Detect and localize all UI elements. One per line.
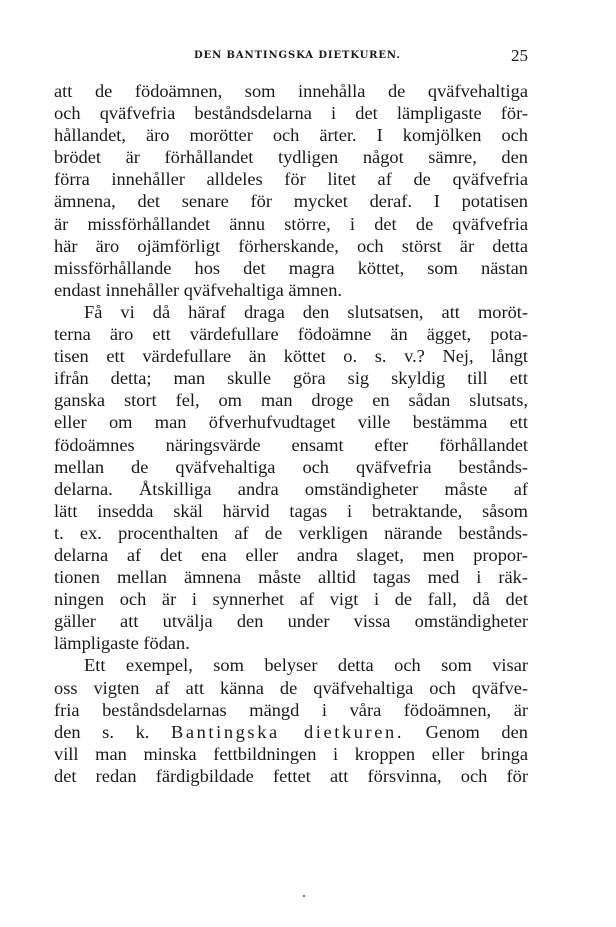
paragraph-end-line: lämpligaste födan. [54,633,190,654]
text-line: mellan de qväfvehaltiga och qväfvefria bestånds- [54,456,528,477]
text-line: vill man minska fettbildningen i kroppen eller bringa [54,743,528,764]
text-line: oss vigten af att känna de qväfvehaltiga och qväfve- [54,677,528,698]
text-line: terna äro ett värdefullare födoämne än ägget, pota- [54,324,528,345]
paragraph-end-line: endast innehåller qväfvehaltiga ämnen. [54,279,343,300]
text-line: brödet är förhållandet tydligen något sämre, den [54,147,528,168]
text-line: är missförhållandet ännu större, i det de qväfvefria [54,213,528,234]
body-text [54,80,528,787]
text-line: ganska stort fel, om man droge en sådan slutsats, [54,390,528,411]
text-line: fria beståndsdelarnas mängd i våra födoämnen, är [54,699,528,720]
text-line-with-spaced-title [54,721,528,743]
text-line: ningen och är i synnerhet af vigt i de fall, då det [54,589,528,610]
running-title: DEN BANTINGSKA DIETKUREN. [194,50,401,61]
text-line: delarna. Åtskilliga andra omständigheter måste af [54,478,528,499]
text-line: födoämnes näringsvärde ensamt efter förhållandet [54,434,528,455]
paragraph-start-line: Ett exempel, som belyser detta och som visar [84,655,528,676]
text-line: ämnena, det senare för mycket deraf. I potatisen [54,191,528,212]
text-line: eller om man öfverhufvudtaget ville bestämma ett [54,412,528,433]
line-before-title: den s. k. [54,721,171,742]
text-line: och qväfvefria beståndsdelarna i det lämpligaste för- [54,103,528,124]
paragraph-start-line: Få vi då häraf draga den slutsatsen, att moröt- [84,301,528,322]
spaced-title: Bantingska dietkuren. [171,721,405,742]
page-speck [303,895,305,897]
line-after-title: Genom den [404,721,528,742]
text-line: hållandet, äro morötter och ärter. I komjölken och [54,125,528,146]
text-line: t. ex. procenthalten af de verkligen närande bestånds- [54,522,528,543]
text-line: det redan färdigbildade fettet att försvinna, och för [54,765,528,786]
text-line: här äro ojämförligt förherskande, och störst är detta [54,235,528,256]
text-line: tisen ett värdefullare än köttet o. s. v.? Nej, långt [54,346,528,367]
text-line: ifrån detta; man skulle göra sig skyldig till ett [54,368,528,389]
text-line: lätt insedda skäl härvid tagas i betraktande, såsom [54,500,528,521]
text-line: gäller att utvälja den under vissa omständigheter [54,611,528,632]
page-header [54,46,528,68]
text-line: missförhållande hos det magra köttet, som nästan [54,257,528,278]
text-line: förra innehåller alldeles för litet af de qväfvefria [54,169,528,190]
page-number: 25 [511,46,528,65]
text-line: tionen mellan ämnena måste alltid tagas med i räk- [54,567,528,588]
text-line: delarna af det ena eller andra slaget, men propor- [54,544,528,565]
text-line: att de födoämnen, som innehålla de qväfvehaltiga [54,81,528,101]
